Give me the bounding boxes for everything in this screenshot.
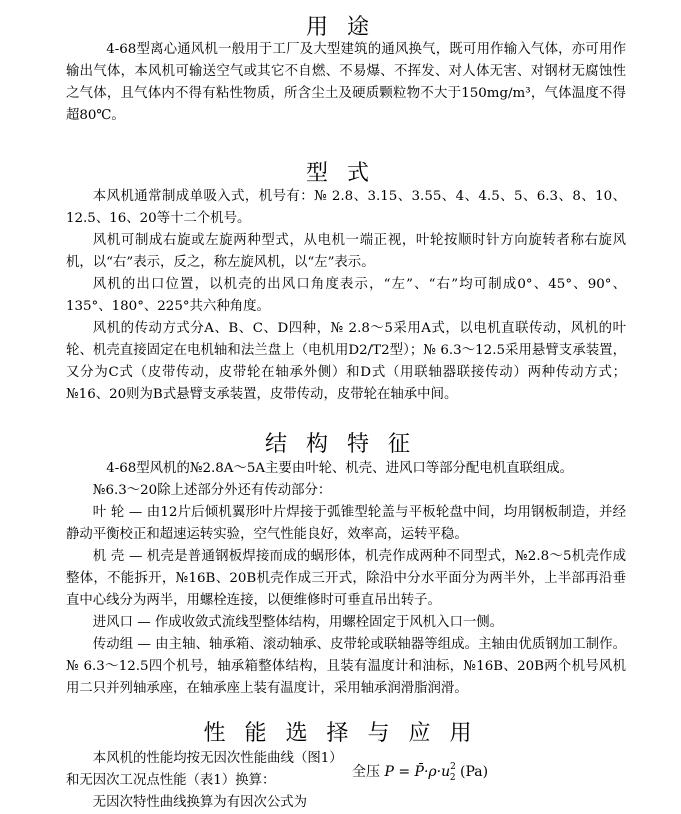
type-paragraph-2: 风机可制成右旋或左旋两种型式，从电机一端正视，叶轮按顺时针方向旋转者称右旋风机，以“右”表示，反之，称左旋风机，以“左”表示。 xyxy=(66,233,626,270)
structure-paragraph-1: 4-68型风机的№2.8A～5A主要由叶轮、机壳、进风口等部分配电机直联组成。 xyxy=(106,461,574,476)
usage-paragraph: 4-68型离心通风机一般用于工厂及大型建筑的通风换气，既可用作输入气体，亦可用作输出气体，本风机可输送空气或其它不自燃、不易爆、不挥发、对人体无害、对钢材无腐蚀性之气体，且气体内不得有粘性物质，所含尘土及硬质颗粒物不大于150mg/m³，气体温度不得超80℃。 xyxy=(66,42,626,123)
section-heading-performance: 性 能 选 择 与 应 用 xyxy=(203,721,478,746)
casing-paragraph: 机 壳 — 机壳是普通钢板焊接而成的蜗形体，机壳作成两种不同型式，№2.8～5机壳作成整体，不能拆开，№16B、20B机壳作成三开式，除沿中分水平面分为两半外，上半部再沿垂直中心线分为两半，用螺栓连接，以便维修时可垂直吊出转子。 xyxy=(66,549,626,608)
formula-rhs-rho-u: ·ρ·u xyxy=(423,764,451,780)
formula-unit: (Pa) xyxy=(460,764,489,780)
impeller-paragraph: 叶 轮 — 由12片后倾机翼形叶片焊接于弧锥型轮盖与平板轮盘中间，均用钢板制造，并经静动平衡校正和超速运转实验，空气性能良好，效率高，运转平稳。 xyxy=(66,505,626,542)
formula-rhs-pbar: P̄ xyxy=(414,764,424,780)
formula-label: 全压 xyxy=(352,764,380,780)
inlet-paragraph: 进风口 — 作成收敛式流线型整体结构，用螺栓固定于风机入口一侧。 xyxy=(92,615,504,630)
total-pressure-formula xyxy=(352,761,488,781)
formula-lhs: P xyxy=(384,764,394,780)
formula-equals: = xyxy=(398,764,411,780)
formula-superscript: 2 xyxy=(450,762,456,772)
type-paragraph-3: 风机的出口位置，以机壳的出风口角度表示，“左”、“右”均可制成0°、45°、90°、135°、180°、225°共六种角度。 xyxy=(66,277,626,314)
drive-paragraph: 传动组 — 由主轴、轴承箱、滚动轴承、皮带轮或联轴器等组成。主轴由优质钢加工制作。№ 6.3～12.5四个机号，轴承箱整体结构，且装有温度计和油标，№16B、20B两个机号风机用二只并列轴承座，在轴承座上装有温度计，采用轴承润滑脂润滑。 xyxy=(66,637,626,696)
type-paragraph-4: 风机的传动方式分A、B、C、D四种，№ 2.8～5采用A式，以电机直联传动，风机的叶轮、机壳直接固定在电机轴和法兰盘上（电机用D2/T2型）；№ 6.3～12.5采用悬臂支承装置，又分为C式（皮带传动，皮带轮在轴承外侧）和D式（用联轴器联接传动）两种传动方式；№16、20则为B式悬臂支承装置，皮带传动，皮带轮在轴承中间。 xyxy=(66,321,626,402)
structure-paragraph-2: №6.3～20除上述部分外还有传动部分： xyxy=(92,483,332,498)
formula-subscript: 2 xyxy=(449,773,456,783)
type-paragraph-1: 本风机通常制成单吸入式，机号有：№ 2.8、3.15、3.55、4、4.5、5、6.3、8、10、12.5、16、20等十二个机号。 xyxy=(66,189,626,226)
section-heading-type: 型 式 xyxy=(306,161,375,186)
section-heading-usage: 用 途 xyxy=(306,15,375,40)
performance-paragraph-2: 无因次特性曲线换算为有因次公式为 xyxy=(92,795,308,810)
performance-paragraph-1: 本风机的性能均按无因次性能曲线（图1）和无因次工况点性能（表1）换算： xyxy=(66,751,336,788)
section-heading-structure: 结 构 特 征 xyxy=(265,432,416,457)
